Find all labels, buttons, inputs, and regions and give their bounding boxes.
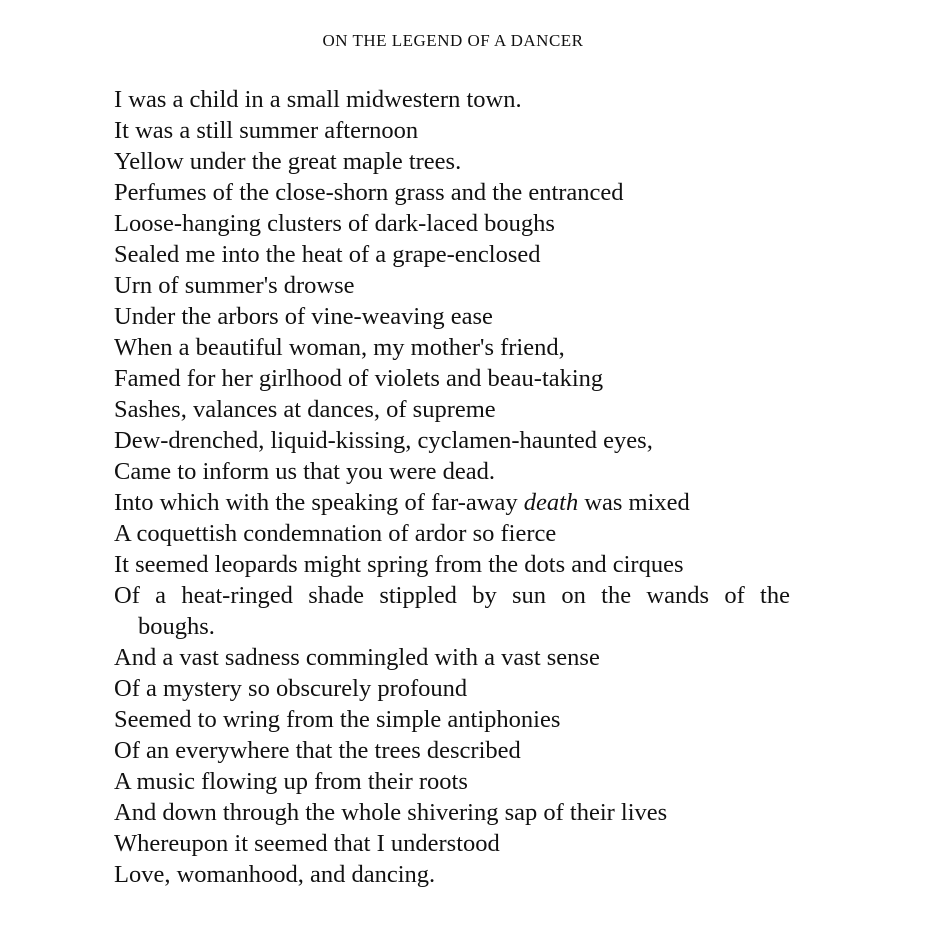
poem-line-24: Whereupon it seemed that I understood [114, 830, 500, 857]
poem-line-21: Of an everywhere that the trees described [114, 737, 521, 764]
poem-body [114, 84, 814, 890]
poem-line-7: Urn of summer's drowse [114, 272, 355, 299]
poem-line-9: When a beautiful woman, my mother's friend, [114, 334, 565, 361]
poem-line-8: Under the arbors of vine-weaving ease [114, 303, 493, 330]
poem-line-12: Dew-drenched, liquid-kissing, cyclamen-haunted eyes, [114, 427, 653, 454]
poem-title: ON THE LEGEND OF A DANCER [322, 31, 584, 50]
poem-line-19: Of a mystery so obscurely profound [114, 675, 468, 702]
poem-line-14-emphasis: death [523, 489, 579, 516]
poem-line-18: And a vast sadness commingled with a vast sense [114, 644, 600, 671]
poem-line-14-after: was mixed [578, 489, 690, 516]
poem-line-17: Of a heat-ringed shade stippled by sun on the wands of the [114, 582, 790, 609]
poem-line-14-before: Into which with the speaking of far-away [114, 489, 524, 516]
poem-line-16: It seemed leopards might spring from the dots and cirques [114, 551, 684, 578]
poem-line-17-continuation: boughs. [138, 613, 215, 640]
poem-line-25: Love, womanhood, and dancing. [114, 861, 436, 888]
poem-line-13: Came to inform us that you were dead. [114, 458, 496, 485]
poem-line-22: A music flowing up from their roots [114, 768, 468, 795]
poem-line-15: A coquettish condemnation of ardor so fierce [114, 520, 557, 547]
poem-line-4: Perfumes of the close-shorn grass and the entranced [114, 179, 624, 206]
poem-line-14 [114, 487, 814, 518]
poem-line-6: Sealed me into the heat of a grape-enclosed [114, 241, 541, 268]
poem-line-20: Seemed to wring from the simple antiphonies [114, 706, 561, 733]
poem-line-11: Sashes, valances at dances, of supreme [114, 396, 496, 423]
poem-line-3: Yellow under the great maple trees. [114, 148, 462, 175]
poem-line-10: Famed for her girlhood of violets and beau-taking [114, 365, 604, 392]
poem-line-1: I was a child in a small midwestern town. [114, 86, 522, 113]
poem-line-2: It was a still summer afternoon [114, 117, 419, 144]
poem-line-5: Loose-hanging clusters of dark-laced boughs [114, 210, 555, 237]
poem-line-23: And down through the whole shivering sap of their lives [114, 799, 668, 826]
